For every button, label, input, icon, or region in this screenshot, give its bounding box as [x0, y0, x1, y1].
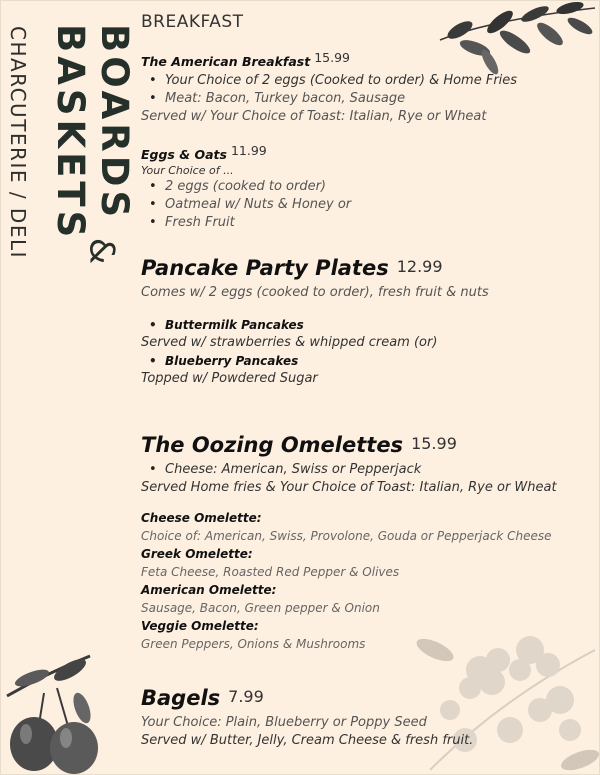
item-price: 15.99: [314, 50, 350, 65]
omelette-desc: Sausage, Bacon, Green pepper & Onion: [141, 601, 380, 615]
bagels-choice: Your Choice: Plain, Blueberry or Poppy Seed: [141, 715, 427, 730]
omelette-desc: Green Peppers, Onions & Mushrooms: [141, 637, 366, 651]
brand-ampersand: &: [81, 237, 122, 265]
item-name: Bagels: [141, 686, 221, 710]
omelette-name: Greek Omelette:: [141, 547, 253, 561]
list-item: • 2 eggs (cooked to order): [165, 178, 581, 196]
item-name: The American Breakfast: [141, 54, 311, 69]
item-desc: Comes w/ 2 eggs (cooked to order), fresh fruit & nuts: [141, 285, 489, 300]
omelette-name: American Omelette:: [141, 583, 277, 597]
omelettes-item: [141, 433, 591, 653]
option-name: • Blueberry Pancakes: [165, 352, 581, 370]
option-desc: Topped w/ Powdered Sugar: [141, 371, 318, 386]
brand-line1: BOARDS: [93, 24, 136, 222]
omelette-desc: Choice of: American, Swiss, Provolone, Gouda or Pepperjack Cheese: [141, 529, 552, 543]
item-name: Pancake Party Plates: [141, 256, 389, 280]
bagels-item: [141, 686, 581, 750]
item-note: Served w/ Your Choice of Toast: Italian, Rye or Wheat: [141, 109, 487, 124]
item-price: 7.99: [228, 687, 264, 706]
omelette-name: Veggie Omelette:: [141, 619, 259, 633]
brand-title: [48, 24, 136, 241]
omelette-name: Cheese Omelette:: [141, 511, 262, 525]
list-item: • Oatmeal w/ Nuts & Honey or: [165, 196, 581, 214]
section-title: BREAKFAST: [141, 12, 244, 32]
list-item: • Fresh Fruit: [165, 214, 581, 232]
eggs-oats-item: [141, 143, 581, 232]
item-name: The Oozing Omelettes: [141, 433, 404, 457]
item-intro: Your Choice of ...: [141, 164, 234, 177]
list-item: • Cheese: American, Swiss or Pepperjack: [165, 461, 591, 479]
list-item: • Your Choice of 2 eggs (Cooked to order) & Home Fries: [165, 72, 581, 90]
item-price: 11.99: [230, 143, 267, 158]
option-desc: Served w/ strawberries & whipped cream (or): [141, 335, 438, 350]
pancake-item: [141, 256, 581, 388]
omelette-desc: Feta Cheese, Roasted Red Pepper & Olives: [141, 565, 400, 579]
list-item: • Meat: Bacon, Turkey bacon, Sausage: [165, 90, 581, 108]
item-name: Eggs & Oats: [141, 147, 227, 162]
plum-branch-icon: [2, 648, 112, 775]
item-note: Served Home fries & Your Choice of Toast: Italian, Rye or Wheat: [141, 480, 557, 495]
option-name: • Buttermilk Pancakes: [165, 316, 581, 334]
brand-subtitle: CHARCUTERIE / DELI: [6, 26, 30, 260]
bagels-served: Served w/ Butter, Jelly, Cream Cheese & fresh fruit.: [141, 733, 474, 748]
american-breakfast-item: [141, 50, 581, 126]
brand-line2: BASKETS: [49, 24, 92, 242]
item-price: 12.99: [396, 257, 443, 276]
item-price: 15.99: [411, 434, 457, 453]
